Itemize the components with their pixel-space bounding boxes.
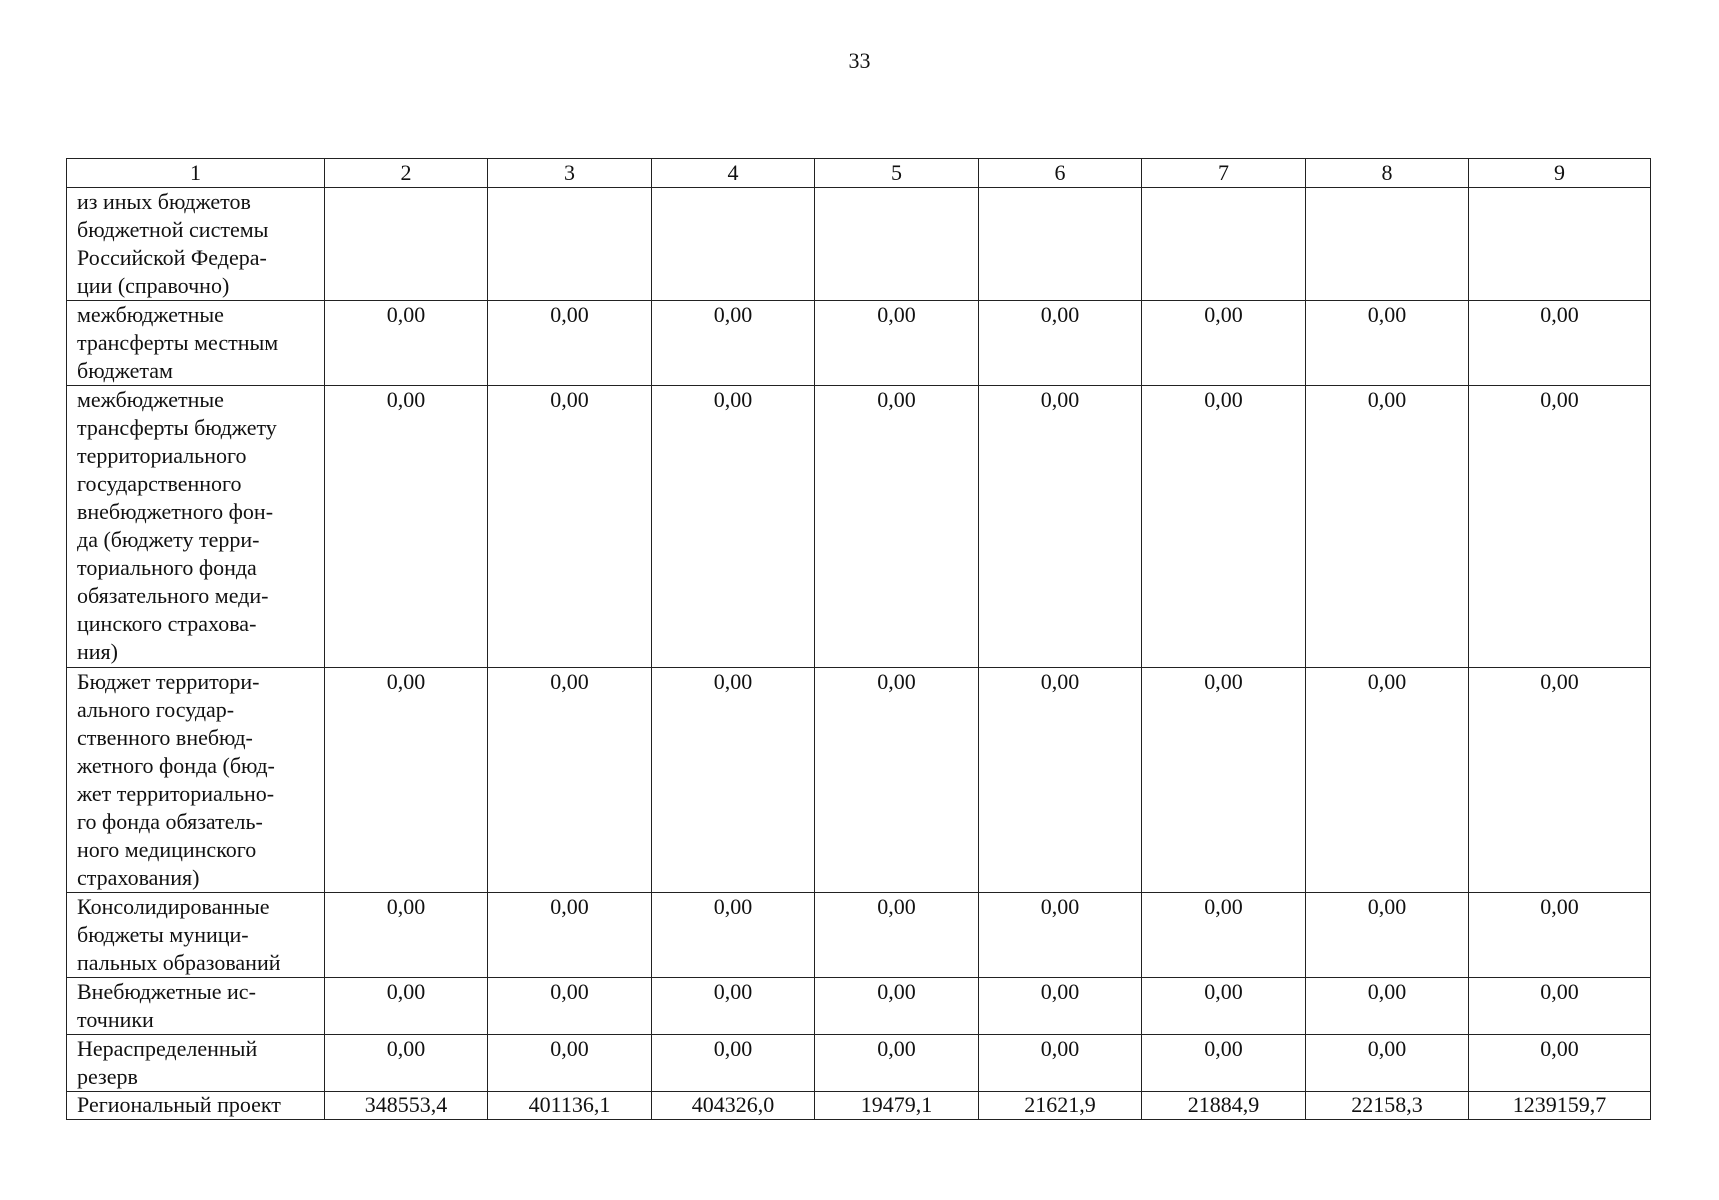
table-row [67, 668, 1651, 893]
row-label: Внебюджетные ис- точники [67, 978, 325, 1035]
table-cell: 0,00 [325, 1035, 488, 1092]
table-cell: 0,00 [325, 386, 488, 668]
table-cell: 0,00 [815, 386, 979, 668]
table-cell: 0,00 [325, 893, 488, 978]
column-header: 6 [979, 159, 1142, 188]
column-header: 3 [488, 159, 652, 188]
table-cell: 348553,4 [325, 1092, 488, 1120]
table-cell: 0,00 [1142, 668, 1306, 893]
table-cell: 0,00 [652, 301, 815, 386]
table-cell [325, 188, 488, 301]
table-cell: 0,00 [979, 301, 1142, 386]
table-cell: 0,00 [1469, 893, 1651, 978]
table-cell: 0,00 [488, 1035, 652, 1092]
data-table [66, 158, 1651, 1120]
table-row-total [67, 1092, 1651, 1120]
table-cell: 0,00 [1306, 978, 1469, 1035]
table-cell [488, 188, 652, 301]
table-cell: 0,00 [1469, 668, 1651, 893]
column-header: 7 [1142, 159, 1306, 188]
table-cell: 21621,9 [979, 1092, 1142, 1120]
column-header: 4 [652, 159, 815, 188]
row-label: Бюджет территори- ального государ- ственного внебюд- жетного фонда (бюд- жет территориально- го фонда обязатель- ного медицинского страхования) [67, 668, 325, 893]
row-label: межбюджетные трансферты местным бюджетам [67, 301, 325, 386]
table-cell: 19479,1 [815, 1092, 979, 1120]
column-header: 8 [1306, 159, 1469, 188]
table-cell: 0,00 [488, 668, 652, 893]
table-cell: 0,00 [325, 301, 488, 386]
row-label: Региональный проект [67, 1092, 325, 1120]
table-cell: 401136,1 [488, 1092, 652, 1120]
table-cell: 0,00 [1469, 386, 1651, 668]
table-cell: 0,00 [325, 978, 488, 1035]
table-cell: 0,00 [488, 978, 652, 1035]
row-label: из иных бюджетов бюджетной системы Российской Федера- ции (справочно) [67, 188, 325, 301]
table-cell: 0,00 [979, 893, 1142, 978]
table-cell: 0,00 [1469, 978, 1651, 1035]
table-cell: 0,00 [1142, 1035, 1306, 1092]
table-cell: 0,00 [815, 978, 979, 1035]
table-cell: 0,00 [1142, 301, 1306, 386]
column-header: 5 [815, 159, 979, 188]
page-number: 33 [848, 48, 871, 73]
table-cell: 0,00 [979, 668, 1142, 893]
table-cell: 0,00 [488, 386, 652, 668]
table-cell [1469, 188, 1651, 301]
table-cell: 21884,9 [1142, 1092, 1306, 1120]
row-label: Нераспределенный резерв [67, 1035, 325, 1092]
table-cell: 0,00 [1469, 301, 1651, 386]
table-cell: 0,00 [1142, 386, 1306, 668]
table-row [67, 301, 1651, 386]
table-cell: 0,00 [815, 893, 979, 978]
table-cell: 0,00 [1142, 978, 1306, 1035]
column-header: 1 [67, 159, 325, 188]
table-cell: 0,00 [1306, 1035, 1469, 1092]
table-header-row [67, 159, 1651, 188]
table-row [67, 1035, 1651, 1092]
table-cell: 0,00 [815, 301, 979, 386]
table-cell: 0,00 [1306, 301, 1469, 386]
table-cell: 0,00 [1469, 1035, 1651, 1092]
table-cell: 0,00 [979, 978, 1142, 1035]
table-cell: 0,00 [1306, 893, 1469, 978]
table-cell: 1239159,7 [1469, 1092, 1651, 1120]
table-cell [1142, 188, 1306, 301]
table-cell: 0,00 [488, 301, 652, 386]
table-cell: 0,00 [652, 386, 815, 668]
table-cell: 0,00 [815, 668, 979, 893]
table-cell: 22158,3 [1306, 1092, 1469, 1120]
table-cell: 0,00 [652, 1035, 815, 1092]
table-cell: 0,00 [1142, 893, 1306, 978]
table-cell [979, 188, 1142, 301]
table-cell: 404326,0 [652, 1092, 815, 1120]
table-cell: 0,00 [1306, 386, 1469, 668]
table-cell [815, 188, 979, 301]
table-row [67, 893, 1651, 978]
table-cell: 0,00 [815, 1035, 979, 1092]
table-cell: 0,00 [979, 1035, 1142, 1092]
table-cell: 0,00 [652, 893, 815, 978]
table-cell: 0,00 [652, 668, 815, 893]
table-cell: 0,00 [488, 893, 652, 978]
table-cell: 0,00 [1306, 668, 1469, 893]
column-header: 9 [1469, 159, 1651, 188]
table-row [67, 978, 1651, 1035]
table-cell: 0,00 [979, 386, 1142, 668]
table-row [67, 188, 1651, 301]
table-cell [652, 188, 815, 301]
table-row [67, 386, 1651, 668]
table-cell: 0,00 [325, 668, 488, 893]
table-cell [1306, 188, 1469, 301]
row-label: межбюджетные трансферты бюджету территориального государственного внебюджетного фон- да (бюджету терри- ториального фонда обязательного меди- цинского страхова- ния) [67, 386, 325, 668]
table-cell: 0,00 [652, 978, 815, 1035]
column-header: 2 [325, 159, 488, 188]
row-label: Консолидированные бюджеты муници- пальных образований [67, 893, 325, 978]
